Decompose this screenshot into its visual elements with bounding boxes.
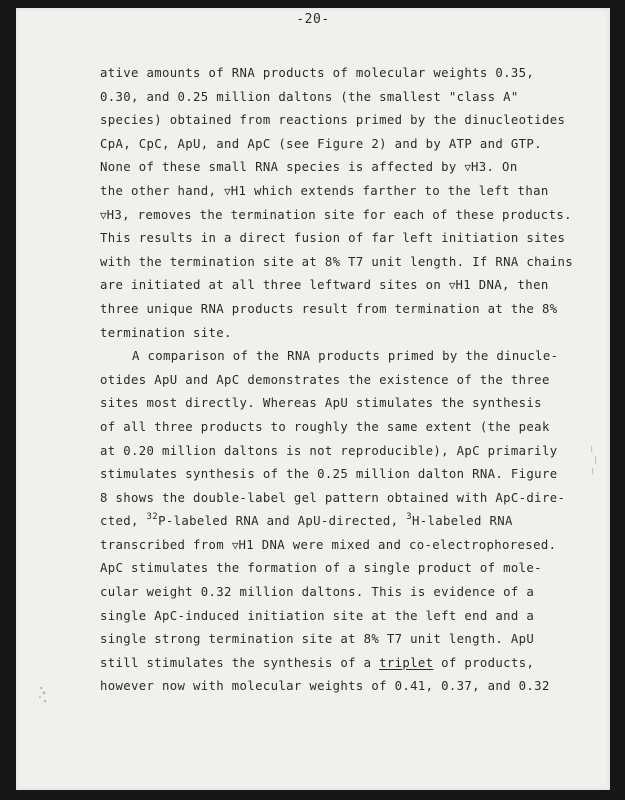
text-line: single strong termination site at 8% T7 unit length. ApU bbox=[100, 632, 535, 647]
text-line: stimulates synthesis of the 0.25 million dalton RNA. Figure bbox=[100, 467, 558, 482]
delta-triangle-icon: ▽ bbox=[231, 538, 239, 552]
text-line: cted, $^{32}$P-labeled RNA and ApU-directed, $^3$H-labeled RNA bbox=[100, 512, 513, 529]
scan-mark bbox=[589, 444, 599, 478]
superscript-3: 3 bbox=[406, 512, 412, 523]
body-text bbox=[100, 62, 573, 699]
text-line: however now with molecular weights of 0.41, 0.37, and 0.32 bbox=[100, 679, 550, 694]
underlined-word: triplet bbox=[379, 655, 434, 670]
text-line: with the termination site at 8% T7 unit length. If RNA chains bbox=[100, 254, 573, 269]
text-line: single ApC-induced initiation site at the left end and a bbox=[100, 608, 535, 623]
text-line: cular weight 0.32 million daltons. This is evidence of a bbox=[100, 585, 535, 600]
text-line: 0.30, and 0.25 million daltons (the smallest "class A" bbox=[100, 89, 519, 104]
text-line: still stimulates the synthesis of a triplet of products, bbox=[100, 655, 535, 670]
page-number: -20- bbox=[296, 12, 330, 27]
delta-triangle-icon: ▽ bbox=[448, 279, 456, 293]
text-line: the other hand, ▽H1 which extends farther to the left than bbox=[100, 183, 549, 198]
paragraph-start-line: A comparison of the RNA products primed by the dinucle- bbox=[132, 349, 559, 364]
delta-triangle-icon: ▽ bbox=[224, 184, 231, 198]
text-line: None of these small RNA species is affected by ▽H3. On bbox=[100, 160, 518, 175]
superscript-32: 32 bbox=[146, 512, 159, 523]
text-line: transcribed from ▽H1 DNA were mixed and co-electrophoresed. bbox=[100, 537, 557, 552]
text-line: otides ApU and ApC demonstrates the existence of the three bbox=[100, 372, 550, 387]
text-line: ative amounts of RNA products of molecular weights 0.35, bbox=[100, 66, 535, 80]
text-line: CpA, CpC, ApU, and ApC (see Figure 2) and by ATP and GTP. bbox=[100, 136, 542, 151]
text-line: sites most directly. Whereas ApU stimulates the synthesis bbox=[100, 396, 542, 411]
text-line: at 0.20 million daltons is not reproducible), ApC primarily bbox=[100, 443, 558, 458]
text-line: ApC stimulates the formation of a single product of mole- bbox=[100, 561, 542, 576]
text-line: ▽H3, removes the termination site for each of these products. bbox=[100, 207, 572, 222]
document-page bbox=[16, 8, 610, 790]
delta-triangle-icon: ▽ bbox=[464, 161, 472, 175]
scan-speck bbox=[36, 684, 50, 706]
text-line: are initiated at all three leftward sites on ▽H1 DNA, then bbox=[100, 278, 549, 293]
text-line: 8 shows the double-label gel pattern obtained with ApC-dire- bbox=[100, 490, 566, 505]
text-line: three unique RNA products result from termination at the 8% bbox=[100, 301, 558, 316]
delta-triangle-icon: ▽ bbox=[100, 208, 107, 222]
text-line: termination site. bbox=[100, 325, 232, 340]
text-line: This results in a direct fusion of far left initiation sites bbox=[100, 231, 566, 246]
text-line: species) obtained from reactions primed by the dinucleotides bbox=[100, 113, 566, 128]
text-line: of all three products to roughly the same extent (the peak bbox=[100, 419, 550, 434]
